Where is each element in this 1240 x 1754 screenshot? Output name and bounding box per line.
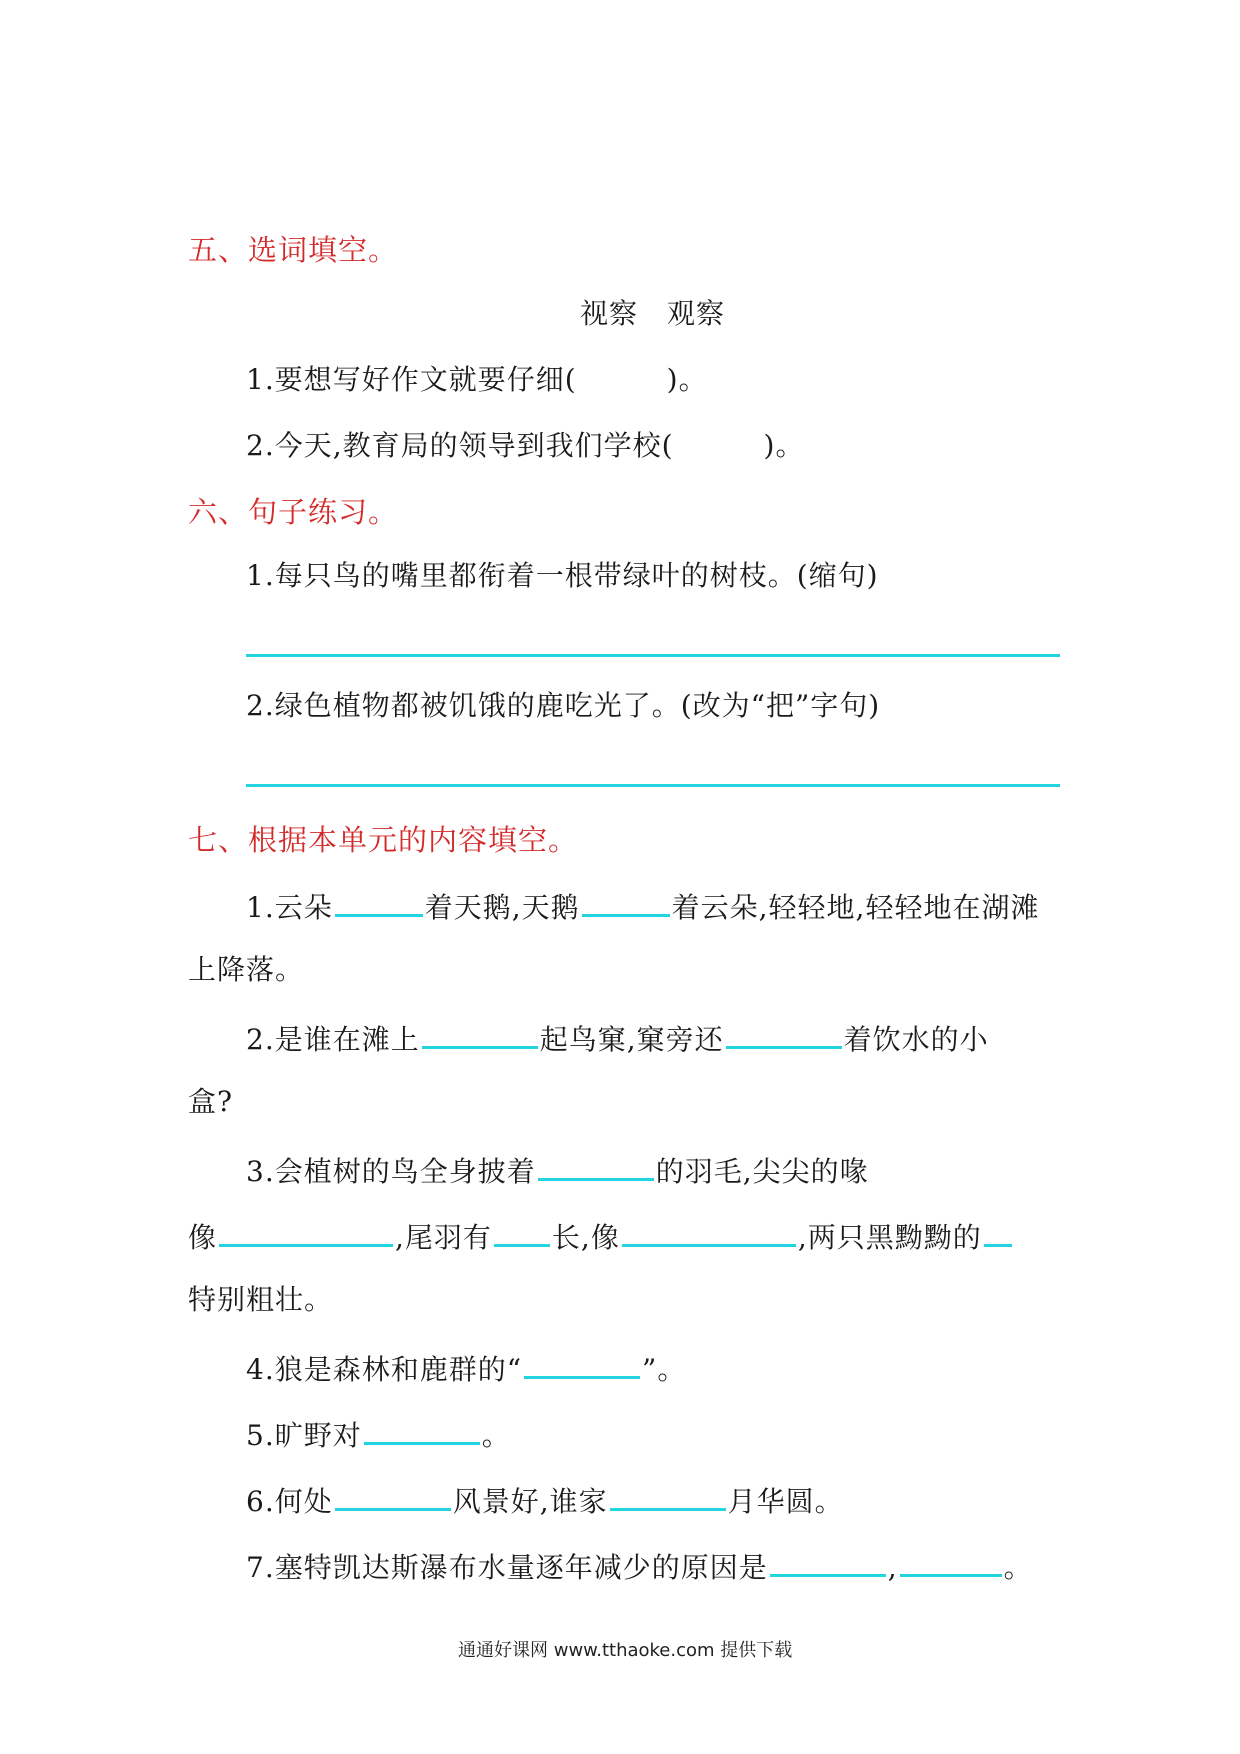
text-segment: 起鸟窠,窠旁还 <box>539 1023 724 1056</box>
text-segment: 云朵 <box>274 891 333 924</box>
fill-blank[interactable] <box>219 1214 393 1247</box>
s6-question-1 <box>246 556 879 596</box>
s7-question-3-cont <box>188 1214 1014 1254</box>
question-text: 今天,教育局的领导到我们学校( <box>274 429 674 462</box>
fill-blank[interactable] <box>422 1016 538 1049</box>
fill-blank[interactable] <box>335 1478 451 1511</box>
section-5-heading: 五、选词填空。 <box>188 233 399 267</box>
text-segment: ,两只黑黝黝的 <box>797 1221 982 1254</box>
fill-blank[interactable] <box>494 1214 550 1247</box>
s7-question-4 <box>246 1346 686 1386</box>
s5-question-1 <box>246 360 708 400</box>
question-text: 要想写好作文就要仔细( <box>274 363 577 396</box>
text-segment: 。 <box>481 1419 511 1452</box>
text-segment: ”。 <box>642 1353 687 1386</box>
s5-question-2 <box>246 426 804 466</box>
question-number: 5. <box>246 1419 275 1452</box>
fill-blank[interactable] <box>610 1478 726 1511</box>
question-text: 绿色植物都被饥饿的鹿吃光了。(改为“把”字句) <box>274 689 881 722</box>
question-number: 2. <box>246 689 275 722</box>
fill-blank[interactable] <box>900 1544 1002 1577</box>
question-number: 6. <box>246 1485 275 1518</box>
text-segment: 像 <box>188 1221 218 1254</box>
section-7-heading: 七、根据本单元的内容填空。 <box>188 823 579 857</box>
text-segment: 长,像 <box>551 1221 620 1254</box>
fill-blank[interactable] <box>582 884 670 917</box>
question-end: )。 <box>666 363 708 396</box>
text-segment: 旷野对 <box>274 1419 362 1452</box>
text-segment: 会植树的鸟全身披着 <box>274 1155 536 1188</box>
answer-line-2[interactable] <box>246 784 1060 787</box>
footer-credit: 通通好课网 www.tthaoke.com 提供下载 <box>458 1640 793 1661</box>
text-segment: 何处 <box>274 1485 333 1518</box>
text-segment: 狼是森林和鹿群的“ <box>274 1353 523 1386</box>
word-options: 视察 观察 <box>580 297 726 330</box>
fill-blank[interactable] <box>524 1346 640 1379</box>
s7-question-2-cont: 盒? <box>188 1085 234 1118</box>
question-number: 1. <box>246 363 275 396</box>
question-number: 7. <box>246 1551 275 1584</box>
fill-blank[interactable] <box>364 1412 480 1445</box>
text-segment: 着饮水的小 <box>843 1023 989 1056</box>
fill-blank[interactable] <box>538 1148 654 1181</box>
s7-question-7 <box>246 1544 1033 1584</box>
text-segment: 着云朵,轻轻地,轻轻地在湖滩 <box>671 891 1040 924</box>
question-end: )。 <box>763 429 805 462</box>
s7-question-1-cont: 上降落。 <box>188 953 305 986</box>
s7-question-3 <box>246 1148 869 1188</box>
s7-question-3-end: 特别粗壮。 <box>188 1283 334 1316</box>
question-number: 2. <box>246 1023 275 1056</box>
s7-question-2 <box>246 1016 989 1056</box>
answer-line-1[interactable] <box>246 654 1060 657</box>
s6-question-2 <box>246 686 880 726</box>
text-segment: ,尾羽有 <box>395 1221 492 1254</box>
section-6-heading: 六、句子练习。 <box>188 495 399 529</box>
text-segment: 。 <box>1003 1551 1033 1584</box>
text-segment: 的羽毛,尖尖的喙 <box>655 1155 869 1188</box>
text-segment: 塞特凯达斯瀑布水量逐年减少的原因是 <box>274 1551 768 1584</box>
text-segment: 着天鹅,天鹅 <box>424 891 580 924</box>
fill-blank[interactable] <box>770 1544 886 1577</box>
question-number: 4. <box>246 1353 275 1386</box>
text-segment: 月华圆。 <box>727 1485 844 1518</box>
question-text: 每只鸟的嘴里都衔着一根带绿叶的树枝。(缩句) <box>274 559 879 592</box>
fill-blank[interactable] <box>335 884 423 917</box>
s7-question-6 <box>246 1478 844 1518</box>
question-number: 1. <box>246 559 275 592</box>
question-number: 1. <box>246 891 275 924</box>
s7-question-5 <box>246 1412 511 1452</box>
question-number: 2. <box>246 429 275 462</box>
text-segment: , <box>887 1551 898 1584</box>
fill-blank[interactable] <box>726 1016 842 1049</box>
s7-question-1 <box>246 884 1039 924</box>
fill-blank[interactable] <box>984 1214 1012 1247</box>
text-segment: 是谁在滩上 <box>274 1023 420 1056</box>
question-number: 3. <box>246 1155 275 1188</box>
fill-blank[interactable] <box>622 1214 796 1247</box>
text-segment: 风景好,谁家 <box>452 1485 608 1518</box>
